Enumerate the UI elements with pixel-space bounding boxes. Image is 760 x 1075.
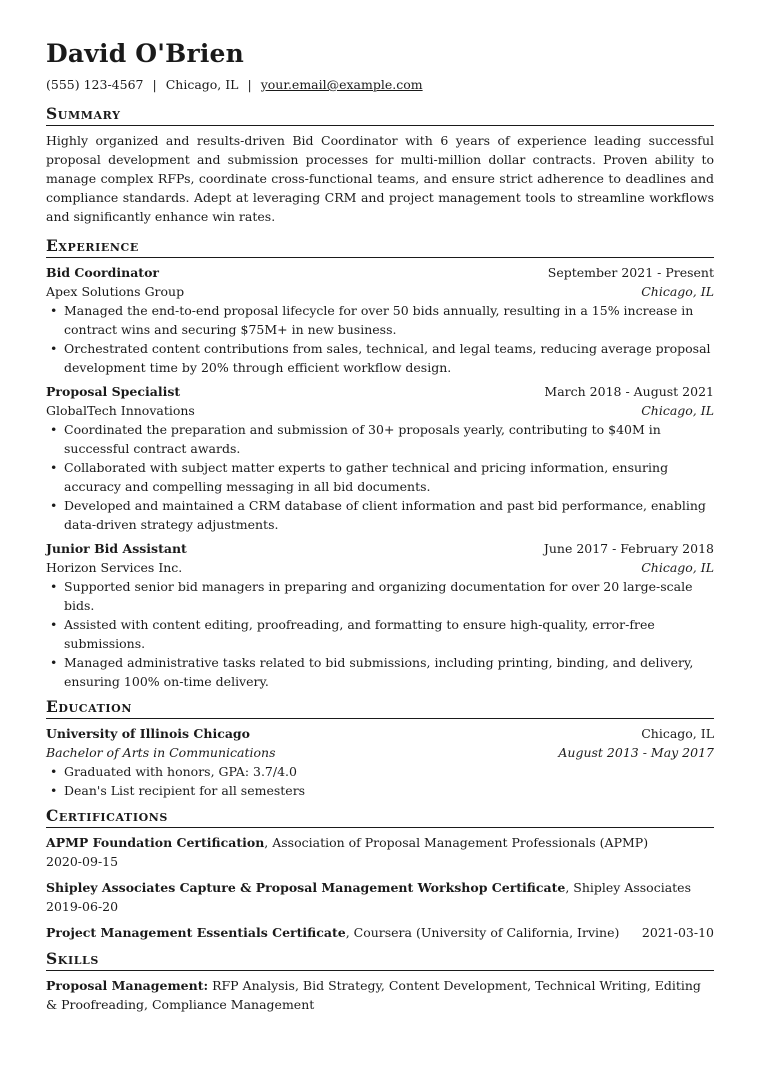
- education-bullets: [46, 762, 714, 800]
- job-company: GlobalTech Innovations: [46, 403, 195, 418]
- certification-date: 2021-03-10: [641, 925, 714, 940]
- certification-item: [46, 878, 714, 916]
- bullet-text: Dean's List recipient for all semesters: [64, 783, 306, 798]
- skills-label: Proposal Management:: [46, 978, 209, 993]
- list-item: [46, 301, 714, 339]
- bullet-text: Managed administrative tasks related to bid submissions, including printing, binding, and delivery, ensuring 100% on-time delivery.: [64, 655, 694, 689]
- bullet-text: Supported senior bid managers in preparing and organizing documentation for over 20 large-scale bids.: [64, 579, 693, 613]
- job-entry: [46, 382, 714, 534]
- education-dates: August 2013 - May 2017: [558, 745, 714, 760]
- contact-email-link[interactable]: your.email@example.com: [260, 77, 423, 92]
- section-title-certifications: Certifications: [46, 806, 714, 828]
- education-location: Chicago, IL: [641, 726, 714, 741]
- list-item: [46, 458, 714, 496]
- list-item: [46, 420, 714, 458]
- bullet-text: Managed the end-to-end proposal lifecycle for over 50 bids annually, resulting in a 15% increase in contract wins and securing $75M+ in new business.: [64, 303, 694, 337]
- job-entry: [46, 263, 714, 377]
- job-subheader: [46, 558, 714, 577]
- education-header: [46, 724, 714, 743]
- section-title-experience: Experience: [46, 236, 714, 258]
- certifications-section: [46, 806, 714, 942]
- certification-name: Project Management Essentials Certificate: [46, 925, 346, 940]
- section-title-summary: Summary: [46, 104, 714, 126]
- job-dates: September 2021 - Present: [547, 265, 714, 280]
- contact-separator: |: [152, 77, 157, 92]
- bullet-text: Developed and maintained a CRM database of client information and past bid performance, enabling data-driven strategy adjustments.: [64, 498, 706, 532]
- job-bullets: [46, 420, 714, 534]
- bullet-text: Orchestrated content contributions from sales, technical, and legal teams, reducing average proposal development time by 20% through efficient workflow design.: [64, 341, 711, 375]
- job-bullets: [46, 301, 714, 377]
- certification-date: 2019-06-20: [46, 899, 119, 914]
- job-entry: [46, 539, 714, 691]
- education-subheader: [46, 743, 714, 762]
- section-title-skills: Skills: [46, 949, 714, 971]
- list-item: [46, 496, 714, 534]
- contact-separator: |: [247, 77, 252, 92]
- summary-text: Highly organized and results-driven Bid Coordinator with 6 years of experience leading successful proposal development and submission processes for multi-million dollar contracts. Proven ability to manage complex RFPs, coordinate cross-functional teams, and ensure strict adherence to deadlines and compliance standards. Adept at leveraging CRM and project management tools to streamline workflows and significantly enhance win rates.: [46, 133, 714, 224]
- bullet-text: Collaborated with subject matter experts to gather technical and pricing information, ensuring accuracy and compelling messaging in all bid documents.: [64, 460, 669, 494]
- job-header: [46, 382, 714, 401]
- certification-item: [46, 923, 714, 942]
- job-header: [46, 263, 714, 282]
- certification-issuer: , Shipley Associates: [565, 880, 691, 895]
- certification-issuer: , Association of Proposal Management Professionals (APMP): [264, 835, 649, 850]
- bullet-icon: •: [50, 579, 58, 594]
- certification-issuer: , Coursera (University of California, Irvine): [345, 925, 620, 940]
- bullet-icon: •: [50, 783, 58, 798]
- certification-date: 2020-09-15: [46, 854, 119, 869]
- bullet-icon: •: [50, 498, 58, 513]
- bullet-icon: •: [50, 655, 58, 670]
- certification-name: APMP Foundation Certification: [46, 835, 265, 850]
- job-location: Chicago, IL: [641, 560, 714, 575]
- job-header: [46, 539, 714, 558]
- certification-name: Shipley Associates Capture & Proposal Management Workshop Certificate: [46, 880, 566, 895]
- job-subheader: [46, 401, 714, 420]
- bullet-icon: •: [50, 617, 58, 632]
- job-location: Chicago, IL: [641, 403, 714, 418]
- contact-location: Chicago, IL: [165, 77, 239, 92]
- list-item: [46, 781, 714, 800]
- bullet-icon: •: [50, 303, 58, 318]
- section-title-education: Education: [46, 697, 714, 719]
- bullet-icon: •: [50, 460, 58, 475]
- job-subheader: [46, 282, 714, 301]
- bullet-text: Assisted with content editing, proofreading, and formatting to ensure high-quality, error-free submissions.: [64, 617, 655, 651]
- skills-list: RFP Analysis, Bid Strategy, Content Development, Technical Writing, Editing & Proofreading, Compliance Management: [46, 978, 701, 1012]
- experience-section: [46, 236, 714, 691]
- list-item: [46, 762, 714, 781]
- skills-section: [46, 949, 714, 1014]
- bullet-icon: •: [50, 341, 58, 356]
- contact-phone: (555) 123-4567: [46, 77, 144, 92]
- job-role: Proposal Specialist: [46, 384, 181, 399]
- list-item: [46, 339, 714, 377]
- job-company: Apex Solutions Group: [46, 284, 185, 299]
- list-item: [46, 577, 714, 615]
- list-item: [46, 615, 714, 653]
- candidate-name: David O'Brien: [46, 39, 244, 68]
- contact-line: [46, 76, 714, 94]
- job-role: Bid Coordinator: [46, 265, 159, 280]
- job-location: Chicago, IL: [641, 284, 714, 299]
- bullet-icon: •: [50, 764, 58, 779]
- job-dates: March 2018 - August 2021: [544, 384, 714, 399]
- education-section: [46, 697, 714, 800]
- job-bullets: [46, 577, 714, 691]
- bullet-icon: •: [50, 422, 58, 437]
- list-item: [46, 653, 714, 691]
- job-dates: June 2017 - February 2018: [543, 541, 714, 556]
- skills-text: [46, 976, 714, 1014]
- summary-section: [46, 104, 714, 226]
- bullet-text: Coordinated the preparation and submission of 30+ proposals yearly, contributing to $40M in successful contract awards.: [64, 422, 661, 456]
- job-company: Horizon Services Inc.: [46, 560, 183, 575]
- education-school: University of Illinois Chicago: [46, 726, 251, 741]
- job-role: Junior Bid Assistant: [46, 541, 187, 556]
- bullet-text: Graduated with honors, GPA: 3.7/4.0: [64, 764, 297, 779]
- education-degree: Bachelor of Arts in Communications: [46, 745, 276, 760]
- certification-item: [46, 833, 714, 871]
